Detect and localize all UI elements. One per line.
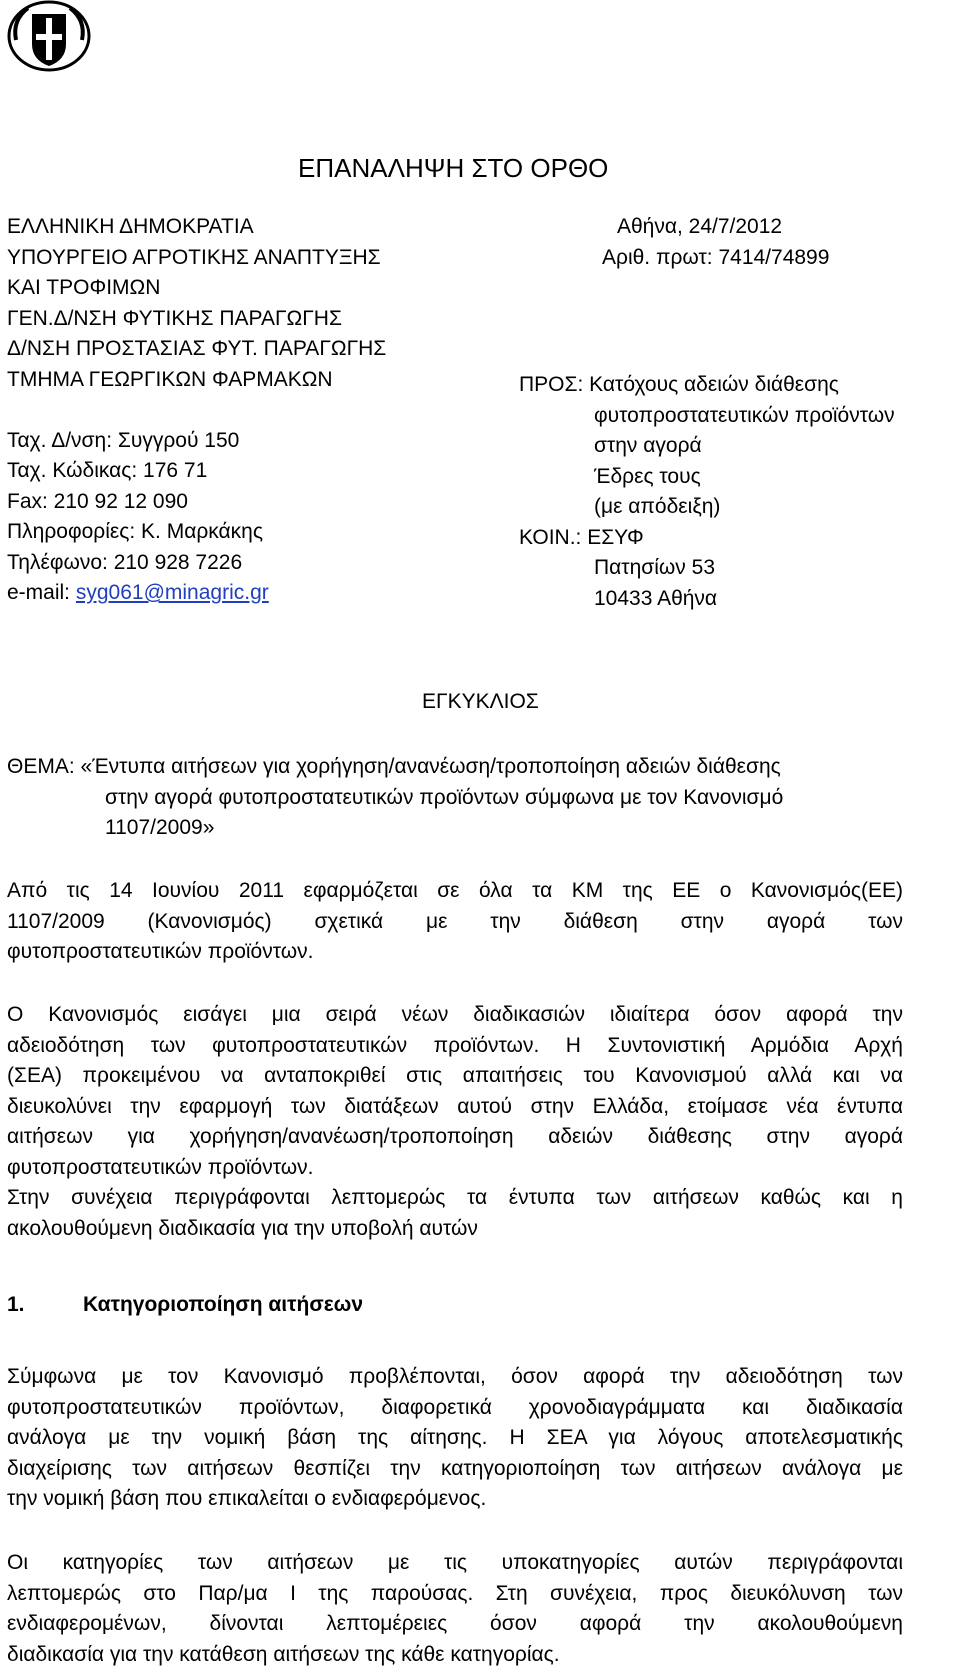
subject-block [7,752,907,844]
document-type: ΕΓΚΥΚΛΙΟΣ [422,690,539,713]
recipient-cc-line: Πατησίων 53 [594,556,715,579]
paragraph-line: φυτοπροστατευτικών προϊόντων, διαφορετικά χρονοδιαγράμματα και διαδικασία [7,1395,903,1419]
paragraph-line: λεπτομερώς στο Παρ/μα Ι της παρούσας. Στη συνέχεια, προς διευκόλυνση των [7,1581,903,1605]
paragraph-line: Από τις 14 Ιουνίου 2011 εφαρμόζεται σε όλα τα ΚΜ της ΕΕ ο Κανονισμός(ΕΕ) [7,879,903,902]
recipient-cc-line: 10433 Αθήνα [594,586,718,610]
paragraph-line: Στην συνέχεια περιγράφονται λεπτομερώς τα έντυπα των αιτήσεων καθώς και η [7,1186,903,1209]
sender-line: ΚΑΙ ΤΡΟΦΙΜΩΝ [7,276,161,299]
paragraph-line: ανάλογα με την νομική βάση της αίτησης. Η ΣΕΑ για λόγους αποτελεσματικής [7,1426,903,1449]
paragraph-line: την νομική βάση που επικαλείται ο ενδιαφερόμενος. [7,1487,487,1510]
recipient-line: φυτοπροστατευτικών προϊόντων [594,403,895,427]
sender-info: Πληροφορίες: Κ. Μαρκάκης [7,520,263,543]
paragraph-2 [7,1000,903,1244]
recipient-line: Έδρες τους [594,464,701,488]
recipient-line: στην αγορά [594,434,702,457]
section-number: 1. [7,1293,25,1316]
subject-line: ΘΕΜΑ: «Έντυπα αιτήσεων για χορήγηση/ανανέωση/τροποποίηση αδειών διάθεσης [7,755,781,778]
sender-line: ΓΕΝ.Δ/ΝΣΗ ΦΥΤΙΚΗΣ ΠΑΡΑΓΩΓΗΣ [7,306,342,330]
paragraph-line: αιτήσεων για χορήγηση/ανανέωση/τροποποίηση αδειών διάθεσης στην αγορά [7,1125,903,1148]
paragraph-1 [7,876,903,968]
paragraph-line: ακολουθούμενη διαδικασία για την υποβολή αυτών [7,1216,478,1240]
paragraph-line: αδειοδότηση των φυτοπροστατευτικών προϊόντων. Η Συντονιστική Αρμόδια Αρχή [7,1033,903,1057]
email-label: e-mail: [7,581,76,604]
hellenic-republic-emblem [4,0,94,70]
sender-address: Ταχ. Δ/νση: Συγγρού 150 [7,428,240,452]
sender-line: Δ/ΝΣΗ ΠΡΟΣΤΑΣΙΑΣ ΦΥΤ. ΠΑΡΑΓΩΓΗΣ [7,337,387,360]
recipient-line: (με απόδειξη) [594,495,721,518]
paragraph-line: διαδικασία για την κατάθεση αιτήσεων της κάθε κατηγορίας. [7,1642,560,1666]
paragraph-line: φυτοπροστατευτικών προϊόντων. [7,1155,314,1179]
section-1-heading [7,1293,363,1317]
subject-line: στην αγορά φυτοπροστατευτικών προϊόντων σύμφωνα με τον Κανονισμό [105,785,784,809]
subject-line: 1107/2009» [105,816,215,839]
paragraph-line: διαχείρισης των αιτήσεων θεσπίζει την κατηγοριοποίηση των αιτήσεων ανάλογα με [7,1456,903,1480]
recipient-to: ΠΡΟΣ: Κατόχους αδειών διάθεσης [519,373,839,396]
paragraph-line: Σύμφωνα με τον Κανονισμό προβλέπονται, όσον αφορά την αδειοδότηση των [7,1365,903,1388]
sender-email-row [7,578,386,609]
paragraph-4 [7,1548,903,1670]
paragraph-line: (ΣΕΑ) προκειμένου να ανταποκριθεί στις απαιτήσεις του Κανονισμού αλλά και να [7,1064,903,1087]
sender-fax: Fax: 210 92 12 090 [7,489,188,513]
document-meta [602,212,830,273]
paragraph-line: φυτοπροστατευτικών προϊόντων. [7,940,314,963]
email-link[interactable]: syg061@minagric.gr [75,581,269,604]
sender-block [7,212,386,609]
paragraph-3 [7,1362,903,1515]
recipient-cc: ΚΟΙΝ.: ΕΣΥΦ [519,525,644,549]
protocol-number: Αριθ. πρωτ: 7414/74899 [602,245,830,269]
sender-line: ΥΠΟΥΡΓΕΙΟ ΑΓΡΟΤΙΚΗΣ ΑΝΑΠΤΥΞΗΣ [7,245,381,269]
sender-line: ΕΛΛΗΝΙΚΗ ΔΗΜΟΚΡΑΤΙΑ [7,215,254,238]
recipient-block [519,370,895,614]
sender-line: ΤΜΗΜΑ ΓΕΩΡΓΙΚΩΝ ΦΑΡΜΑΚΩΝ [7,367,333,391]
paragraph-line: 1107/2009 (Κανονισμός) σχετικά με την διάθεση στην αγορά των [7,909,903,933]
document-date: Αθήνα, 24/7/2012 [617,215,783,238]
paragraph-line: Ο Κανονισμός εισάγει μια σειρά νέων διαδικασιών ιδιαίτερα όσον αφορά την [7,1003,903,1026]
paragraph-line: ενδιαφερομένων, δίνονται λεπτομέρειες όσον αφορά την ακολουθούμενη [7,1612,903,1635]
sender-phone: Τηλέφωνο: 210 928 7226 [7,550,243,574]
sender-postcode: Ταχ. Κώδικας: 176 71 [7,459,208,482]
section-title: Κατηγοριοποίηση αιτήσεων [83,1293,364,1316]
paragraph-line: διευκολύνει την εφαρμογή των διατάξεων αυτού στην Ελλάδα, ετοίμασε νέα έντυπα [7,1094,903,1118]
paragraph-line: Οι κατηγορίες των αιτήσεων με τις υποκατηγορίες αυτών περιγράφονται [7,1551,903,1574]
retransmission-title: ΕΠΑΝΑΛΗΨΗ ΣΤΟ ΟΡΘΟ [298,153,609,183]
